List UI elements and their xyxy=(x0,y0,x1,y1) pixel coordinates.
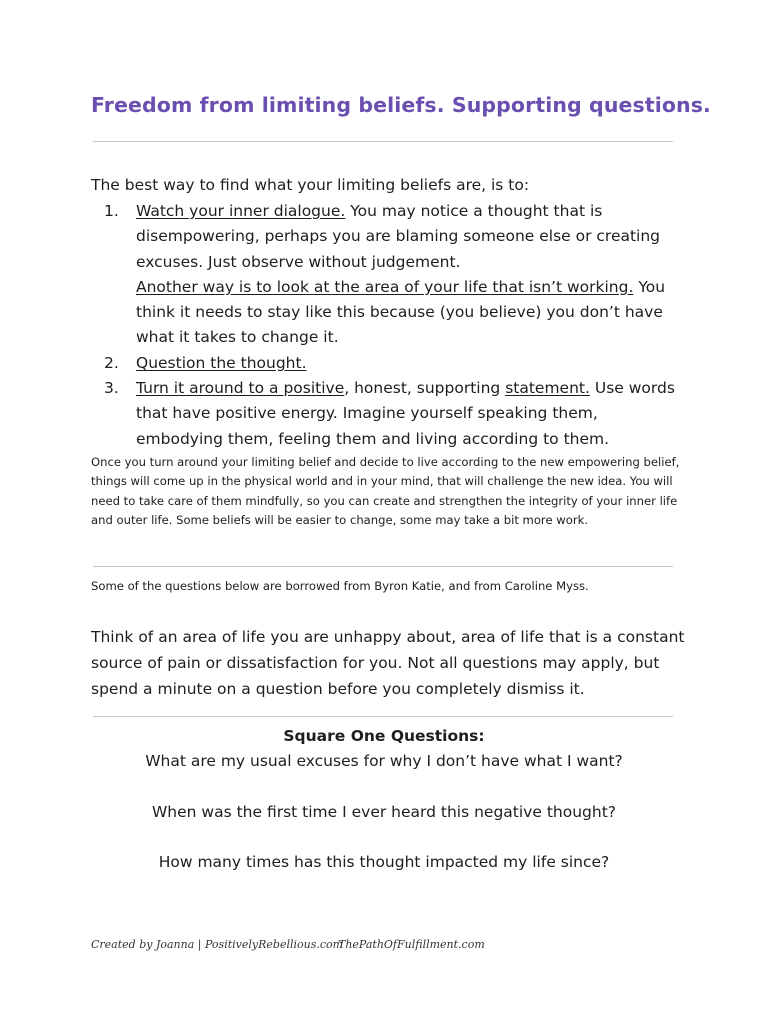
explanation-paragraph: Once you turn around your limiting belief and decide to live according to the new empowering belief, things will come up in the physical world and in your mind, that will challenge the new idea. You will need to take care of them mindfully, so you can create and strengthen the integrity of your inner life and outer life. Some beliefs will be easier to change, some may take a bit more work. xyxy=(91,455,680,527)
step-heading: Watch your inner dialogue. xyxy=(136,202,346,220)
steps-list xyxy=(104,199,684,452)
list-item xyxy=(104,376,684,452)
intro-text: The best way to find what your limiting beliefs are, is to: xyxy=(91,176,530,194)
list-item xyxy=(104,351,684,376)
step-heading-secondary: statement. xyxy=(505,379,590,398)
step-number: 2. xyxy=(104,353,119,372)
instruction-paragraph: Think of an area of life you are unhappy about, area of life that is a constant source of pain or dissatisfaction for you. Not all questions may apply, but spend a minute on a question before you completely dismiss it. xyxy=(91,628,685,698)
page-title: Freedom from limiting beliefs. Supporting questions. xyxy=(91,93,711,117)
step-heading-secondary: Another way is to look at the area of your life that isn’t working. xyxy=(136,277,634,296)
section-title: Square One Questions: xyxy=(283,727,485,745)
step-text: You may notice a thought that is disempowering, perhaps you are blaming someone else or creating excuses. Just observe without judgement. xyxy=(136,202,661,271)
step-text: , honest, supporting xyxy=(344,379,506,398)
step-number: 3. xyxy=(104,379,119,398)
step-text-secondary: You think it needs to stay like this because (you believe) you don’t have what it takes to change it. xyxy=(136,277,666,347)
question-item: What are my usual excuses for why I don’t have what I want? xyxy=(145,752,623,770)
divider xyxy=(93,566,673,567)
divider xyxy=(93,716,673,717)
step-heading: Question the thought. xyxy=(136,353,307,372)
divider xyxy=(93,141,673,142)
step-heading: Turn it around to a positive xyxy=(136,379,345,398)
step-text-secondary: Use words that have positive energy. Imagine yourself speaking them, embodying them, feeling them and living according to them. xyxy=(136,379,675,448)
source-note: Some of the questions below are borrowed from Byron Katie, and from Caroline Myss. xyxy=(91,579,589,593)
question-item: How many times has this thought impacted my life since? xyxy=(158,853,610,871)
footer-site: ThePathOfFulfillment.com xyxy=(338,938,485,951)
step-number: 1. xyxy=(104,202,119,220)
footer-credit: Created by Joanna | PositivelyRebellious.com xyxy=(91,938,344,951)
question-item: When was the first time I ever heard this negative thought? xyxy=(151,803,616,821)
list-item xyxy=(104,199,684,351)
